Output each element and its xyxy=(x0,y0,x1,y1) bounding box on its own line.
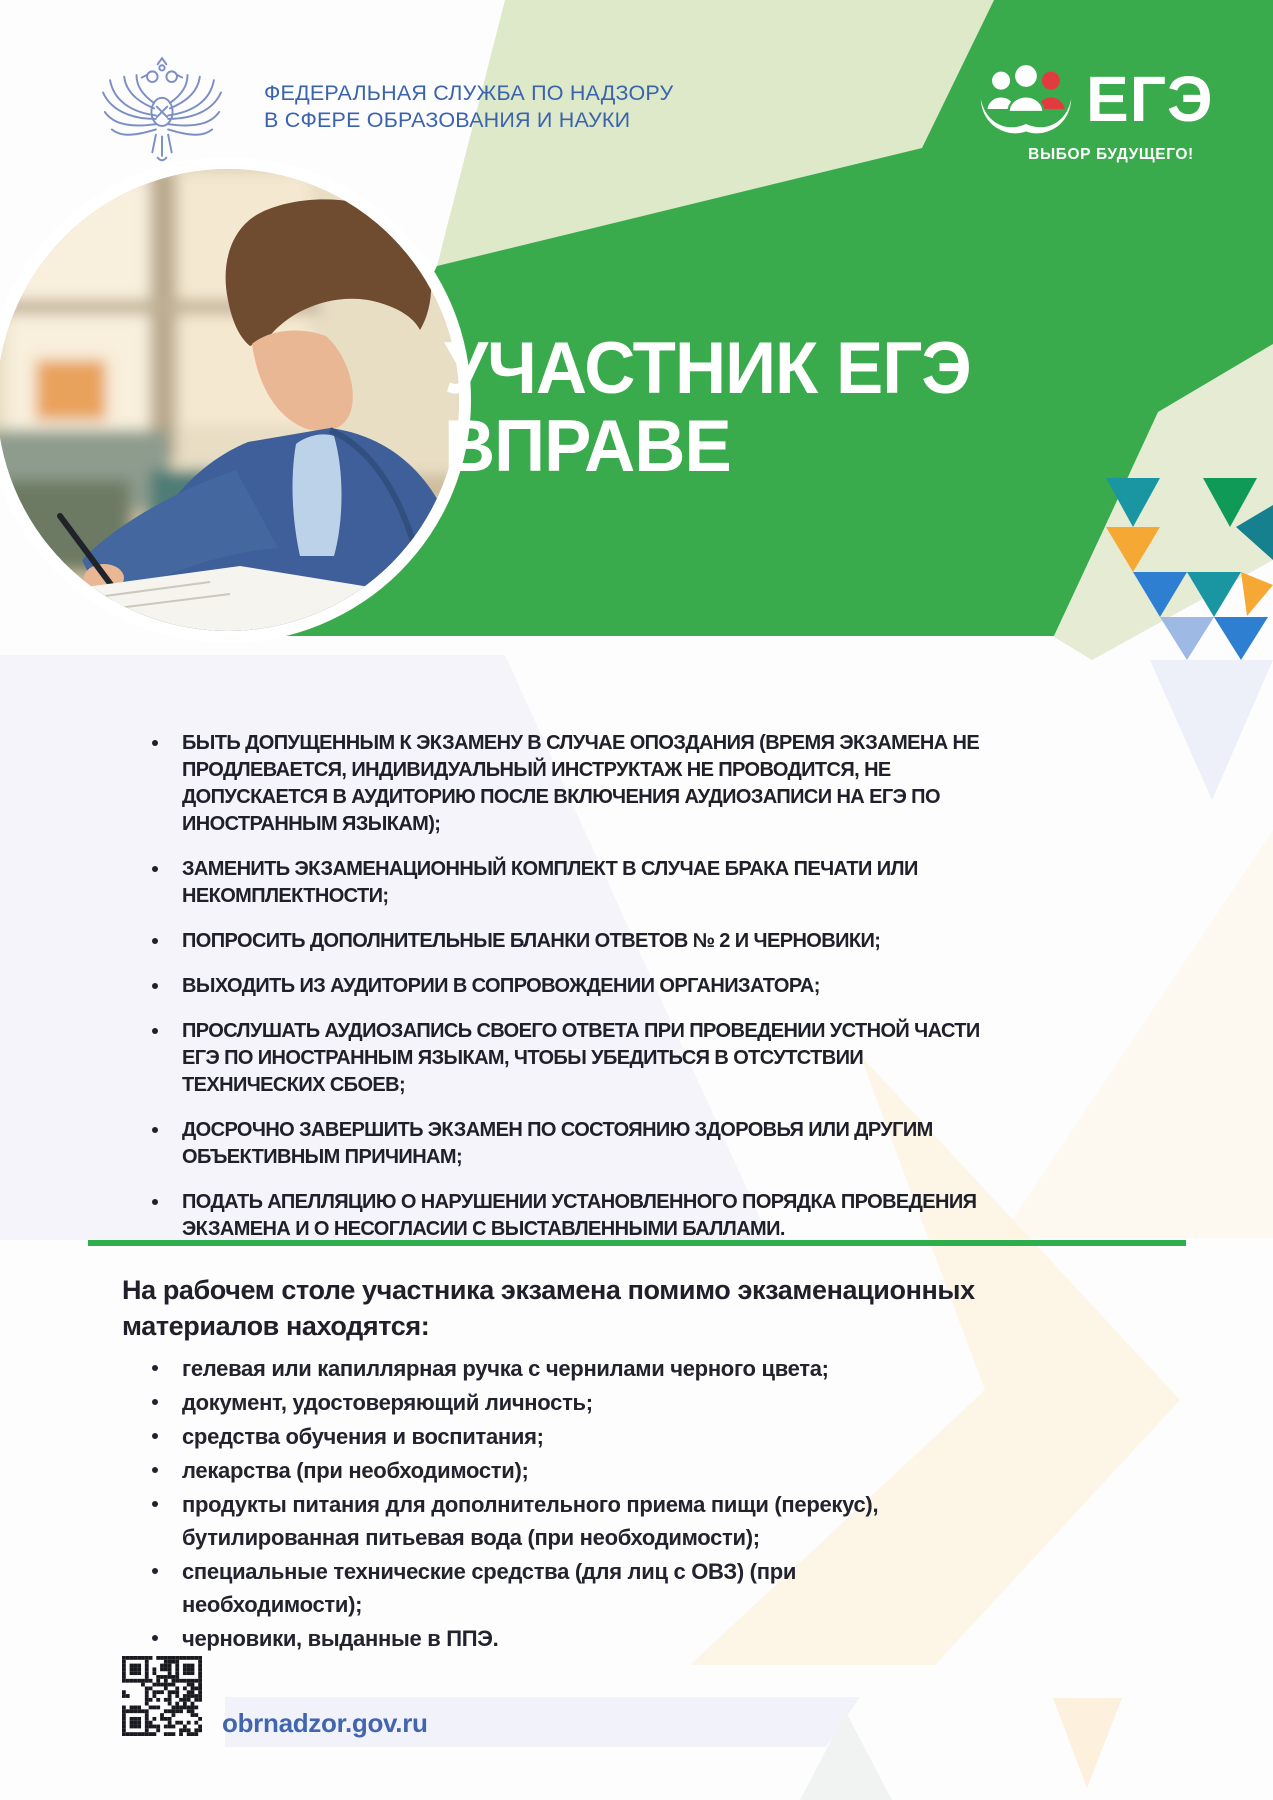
rights-item: ПОДАТЬ АПЕЛЛЯЦИЮ О НАРУШЕНИИ УСТАНОВЛЕННОГО ПОРЯДКА ПРОВЕДЕНИЯ ЭКЗАМЕНА И О НЕСОГЛАСИИ С ВЫСТАВЛЕННЫМИ БАЛЛАМИ. xyxy=(148,1189,998,1243)
desk-section-heading: На рабочем столе участника экзамена помимо экзаменационных материалов находятся: xyxy=(122,1275,975,1341)
rights-item: ВЫХОДИТЬ ИЗ АУДИТОРИИ В СОПРОВОЖДЕНИИ ОРГАНИЗАТОРА; xyxy=(148,973,998,1000)
site-url-link[interactable]: obrnadzor.gov.ru xyxy=(222,1708,428,1738)
rights-item: БЫТЬ ДОПУЩЕННЫМ К ЭКЗАМЕНУ В СЛУЧАЕ ОПОЗДАНИЯ (ВРЕМЯ ЭКЗАМЕНА НЕ ПРОДЛЕВАЕТСЯ, ИНДИВИДУАЛЬНЫЙ ИНСТРУКТАЖ НЕ ПРОВОДИТСЯ, НЕ ДОПУСКАЕТСЯ В АУДИТОРИЮ ПОСЛЕ ВКЛЮЧЕНИЯ АУДИОЗАПИСИ НА ЕГЭ ПО ИНОСТРАННЫМ ЯЗЫКАМ); xyxy=(148,730,998,838)
desk-items-list xyxy=(148,1352,948,1656)
page-title-line1: УЧАСТНИК ЕГЭ xyxy=(444,328,971,409)
rights-item: ПРОСЛУШАТЬ АУДИОЗАПИСЬ СВОЕГО ОТВЕТА ПРИ ПРОВЕДЕНИИ УСТНОЙ ЧАСТИ ЕГЭ ПО ИНОСТРАННЫМ ЯЗЫКАМ, ЧТОБЫ УБЕДИТЬСЯ В ОТСУТСТВИИ ТЕХНИЧЕСКИХ СБОЕВ; xyxy=(148,1018,998,1099)
agency-name-line1: ФЕДЕРАЛЬНАЯ СЛУЖБА ПО НАДЗОРУ xyxy=(264,81,674,105)
rights-item: ПОПРОСИТЬ ДОПОЛНИТЕЛЬНЫЕ БЛАНКИ ОТВЕТОВ № 2 И ЧЕРНОВИКИ; xyxy=(148,928,998,955)
section-divider xyxy=(88,1240,1186,1246)
ege-logo-icon xyxy=(966,58,1086,142)
agency-name xyxy=(264,80,744,134)
rights-item: ДОСРОЧНО ЗАВЕРШИТЬ ЭКЗАМЕН ПО СОСТОЯНИЮ ЗДОРОВЬЯ ИЛИ ДРУГИМ ОБЪЕКТИВНЫМ ПРИЧИНАМ; xyxy=(148,1117,998,1171)
rights-list xyxy=(148,730,998,1261)
ege-logo-text: ЕГЭ xyxy=(1086,63,1214,135)
page-title xyxy=(444,330,1181,486)
desk-item: специальные технические средства (для лиц с ОВЗ) (при необходимости); xyxy=(148,1555,948,1621)
desk-item: продукты питания для дополнительного приема пищи (перекус), бутилированная питьевая вода (при необходимости); xyxy=(148,1488,948,1554)
agency-name-line2: В СФЕРЕ ОБРАЗОВАНИЯ И НАУКИ xyxy=(264,108,631,132)
desk-item: средства обучения и воспитания; xyxy=(148,1420,948,1453)
page-title-line2: ВПРАВЕ xyxy=(444,406,731,487)
desk-item: черновики, выданные в ППЭ. xyxy=(148,1622,948,1655)
rosobrnadzor-eagle-icon xyxy=(96,52,228,170)
ege-tagline: ВЫБОР БУДУЩЕГО! xyxy=(1028,146,1194,163)
desk-item: документ, удостоверяющий личность; xyxy=(148,1386,948,1419)
rights-item: ЗАМЕНИТЬ ЭКЗАМЕНАЦИОННЫЙ КОМПЛЕКТ В СЛУЧАЕ БРАКА ПЕЧАТИ ИЛИ НЕКОМПЛЕКТНОСТИ; xyxy=(148,856,998,910)
desk-item: гелевая или капиллярная ручка с чернилами черного цвета; xyxy=(148,1352,948,1385)
qr-code-icon xyxy=(122,1656,202,1736)
desk-item: лекарства (при необходимости); xyxy=(148,1454,948,1487)
